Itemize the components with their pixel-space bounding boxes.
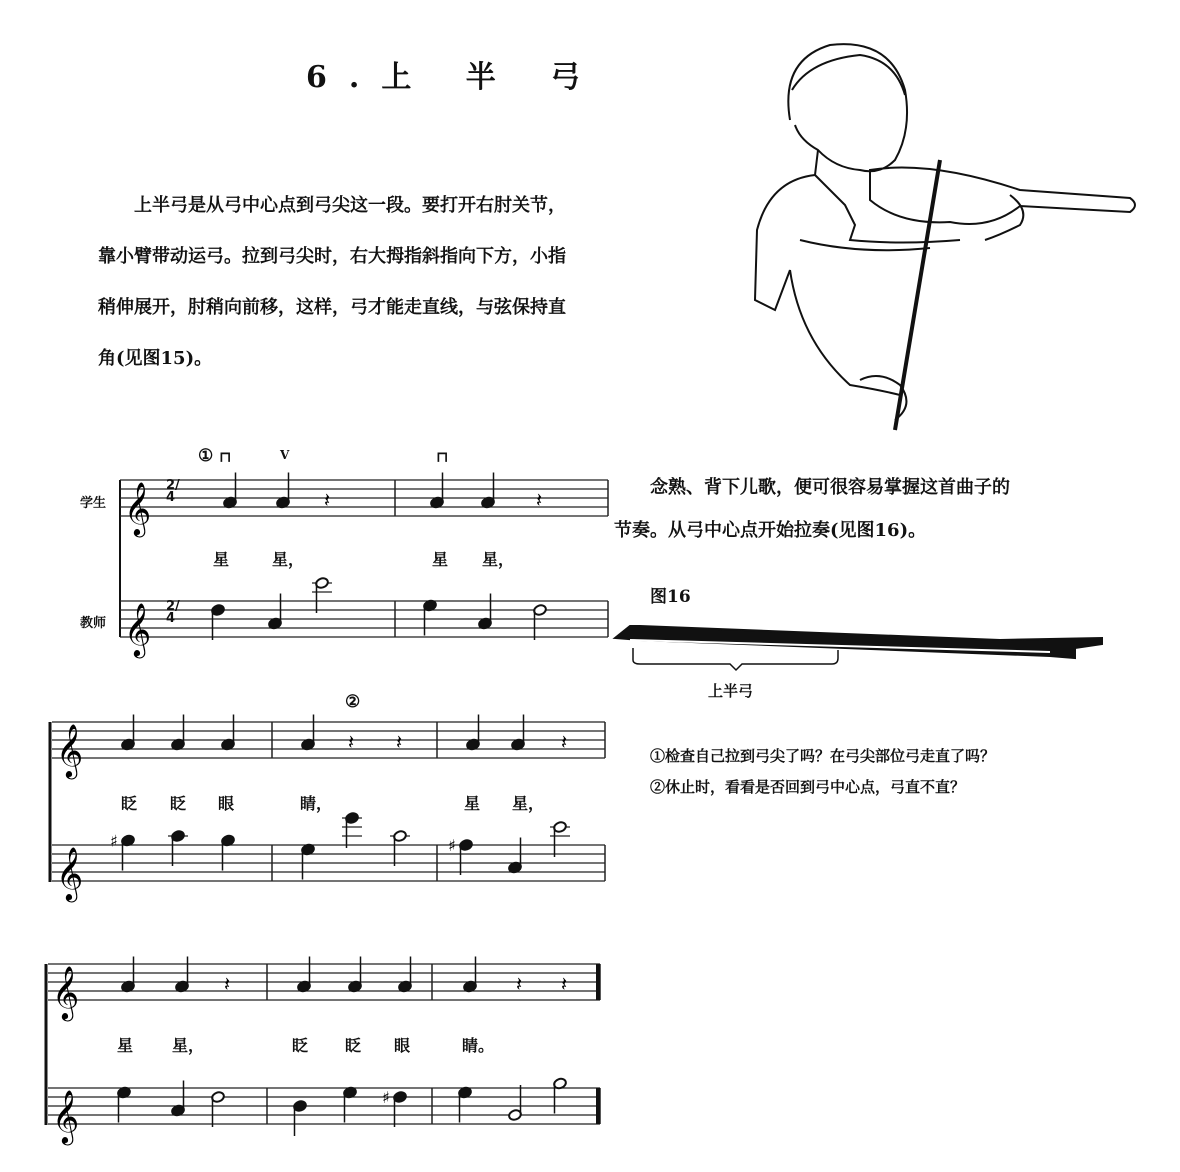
quarter-rest: 𝄽 <box>324 488 331 512</box>
bracket-label: 上半弓 <box>708 682 754 700</box>
bowing-down: ⊓ <box>219 448 232 466</box>
treble-clef: 𝄞 <box>56 846 84 900</box>
quarter-rest: 𝄽 <box>348 730 355 754</box>
quarter-rest: 𝄽 <box>536 488 543 512</box>
intro-line: 靠小臂带动运弓。拉到弓尖时，右大拇指斜指向下方，小指 <box>98 246 566 267</box>
lyric: 眨 <box>170 794 187 813</box>
lyric: 眼 <box>394 1036 411 1055</box>
quarter-rest: 𝄽 <box>561 972 568 996</box>
lyric: 眨 <box>292 1036 309 1055</box>
side-line: 念熟、背下儿歌，便可很容易掌握这首曲子的 <box>614 477 1010 498</box>
lyric: 星 <box>464 794 481 813</box>
sharp-sign: ♯ <box>382 1088 390 1107</box>
bowing-up: V <box>280 448 290 462</box>
treble-clef: 𝄞 <box>124 602 152 656</box>
treble-clef: 𝄞 <box>52 1089 80 1143</box>
page-title: 6.上 半 弓 <box>306 60 603 95</box>
treble-clef: 𝄞 <box>56 723 84 777</box>
final-barline <box>596 1088 600 1124</box>
bowing-down: ⊓ <box>436 448 449 466</box>
lyric: 星 <box>117 1036 134 1055</box>
question-1: ①检查自己拉到弓尖了吗？在弓尖部位弓走直了吗？ <box>650 747 996 765</box>
boy-playing-violin-illustration <box>755 44 1135 430</box>
figure-label: 图16 <box>650 587 691 607</box>
lyric: 星， <box>482 550 515 569</box>
quarter-rest: 𝄽 <box>561 730 568 754</box>
sharp-sign: ♯ <box>110 831 118 851</box>
intro-line: 稍伸展开，肘稍向前移，这样，弓才能走直线，与弦保持直 <box>98 297 566 318</box>
part-label-student: 学生 <box>80 496 107 511</box>
question-2: ②休止时，看看是否回到弓中心点，弓直不直？ <box>650 778 966 796</box>
side-line: 节奏。从弓中心点开始拉奏(见图16)。 <box>614 520 927 541</box>
lyric: 星， <box>512 794 545 813</box>
quarter-rest: 𝄽 <box>516 972 523 996</box>
treble-clef: 𝄞 <box>52 965 80 1019</box>
lyric: 星， <box>172 1036 205 1055</box>
final-barline <box>596 964 600 1000</box>
lyric: 睛， <box>300 794 333 813</box>
treble-clef: 𝄞 <box>124 481 152 535</box>
part-label-teacher: 教师 <box>80 616 107 631</box>
lyric: 眨 <box>121 794 138 813</box>
lyric: 星 <box>213 550 230 569</box>
lyric: 眨 <box>345 1036 362 1055</box>
lyric: 星 <box>432 550 449 569</box>
marker-1: ① <box>198 446 214 466</box>
bow-illustration <box>615 626 1102 670</box>
quarter-rest: 𝄽 <box>396 730 403 754</box>
time-signature-teacher: 2/4 <box>166 599 180 626</box>
lyric: 睛。 <box>462 1036 495 1055</box>
intro-line: 角(见图15)。 <box>98 348 213 369</box>
intro-line: 上半弓是从弓中心点到弓尖这一段。要打开右肘关节， <box>98 195 566 216</box>
time-signature-student: 2/4 <box>166 478 180 505</box>
sharp-sign: ♯ <box>448 836 456 855</box>
lyric: 眼 <box>218 794 235 813</box>
quarter-rest: 𝄽 <box>224 972 231 996</box>
marker-2: ② <box>345 692 361 712</box>
lyric: 星， <box>272 550 305 569</box>
